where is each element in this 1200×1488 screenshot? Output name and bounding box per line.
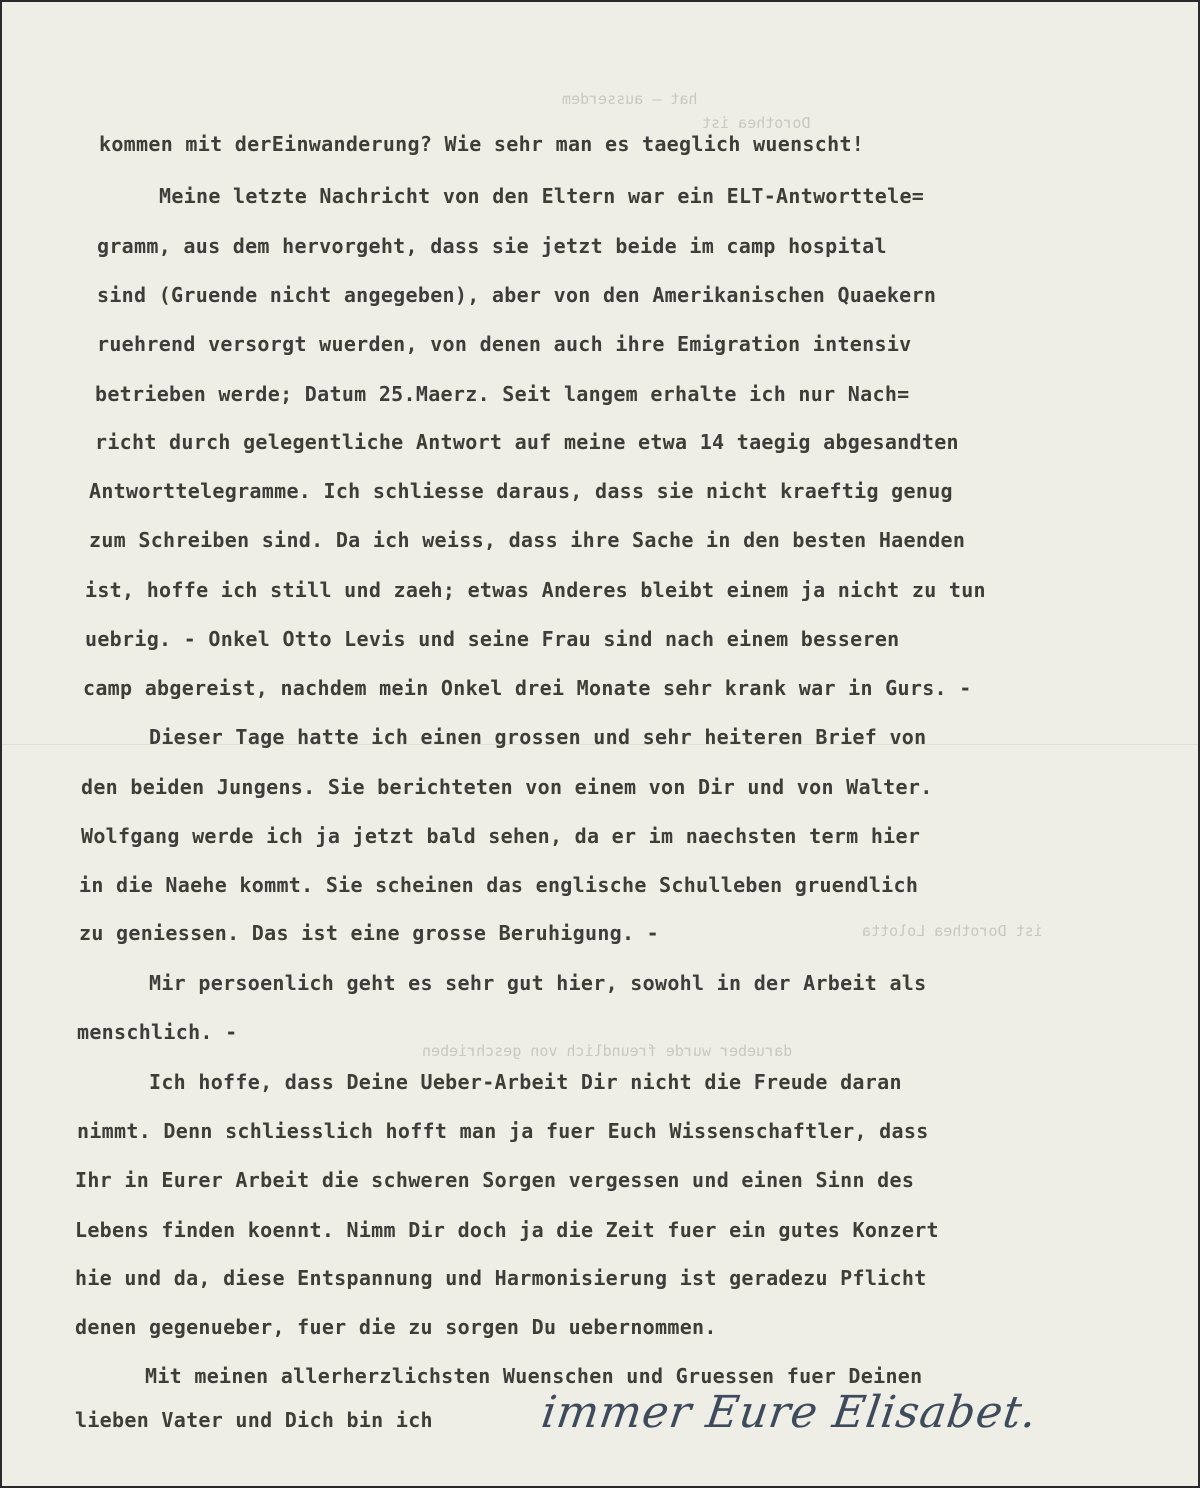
letter-line: menschlich. -	[77, 1020, 238, 1044]
letter-line: Lebens finden koennt. Nimm Dir doch ja die Zeit fuer ein gutes Konzert	[75, 1218, 939, 1242]
letter-line: ruehrend versorgt wuerden, von denen auch ihre Emigration intensiv	[97, 332, 912, 356]
letter-line: richt durch gelegentliche Antwort auf meine etwa 14 taegig abgesandten	[95, 430, 959, 454]
letter-line: betrieben werde; Datum 25.Maerz. Seit langem erhalte ich nur Nach=	[95, 382, 910, 406]
letter-line: gramm, aus dem hervorgeht, dass sie jetzt beide im camp hospital	[97, 234, 887, 258]
letter-line: denen gegenueber, fuer die zu sorgen Du uebernommen.	[75, 1315, 717, 1339]
letter-line: sind (Gruende nicht angegeben), aber von den Amerikanischen Quaekern	[97, 283, 937, 307]
letter-line: uebrig. - Onkel Otto Levis und seine Frau sind nach einem besseren	[85, 627, 900, 651]
letter-line: ist, hoffe ich still und zaeh; etwas Anderes bleibt einem ja nicht zu tun	[85, 578, 986, 602]
letter-line: Wolfgang werde ich ja jetzt bald sehen, da er im naechsten term hier	[81, 824, 921, 848]
letter-line: lieben Vater und Dich bin ich	[75, 1408, 433, 1432]
letter-line: nimmt. Denn schliesslich hofft man ja fuer Euch Wissenschaftler, dass	[77, 1119, 929, 1143]
letter-line: Antworttelegramme. Ich schliesse daraus, dass sie nicht kraeftig genug	[89, 479, 953, 503]
letter-line: zu geniessen. Das ist eine grosse Beruhigung. -	[79, 921, 660, 945]
letter-line: Ich hoffe, dass Deine Ueber-Arbeit Dir nicht die Freude daran	[149, 1070, 902, 1094]
letter-line: hie und da, diese Entspannung und Harmonisierung ist geradezu Pflicht	[75, 1266, 927, 1290]
letter-line: Mit meinen allerherzlichsten Wuenschen und Gruessen fuer Deinen	[145, 1364, 923, 1388]
letter-line: Meine letzte Nachricht von den Eltern war ein ELT-Antworttele=	[159, 184, 925, 208]
letter-line: Mir persoenlich geht es sehr gut hier, sowohl in der Arbeit als	[149, 971, 927, 995]
letter-line: den beiden Jungens. Sie berichteten von einem von Dir und von Walter.	[81, 775, 933, 799]
letter-line: camp abgereist, nachdem mein Onkel drei Monate sehr krank war in Gurs. -	[83, 676, 972, 700]
letter-line: zum Schreiben sind. Da ich weiss, dass ihre Sache in den besten Haenden	[89, 528, 966, 552]
letter-line: kommen mit derEinwanderung? Wie sehr man es taeglich wuenscht!	[99, 132, 865, 156]
show-through-text: Dorothea ist hat — ausserdem ist Dorothea Lolotta darueber wurde freundlich von geschrieben	[422, 90, 1043, 1060]
letter-line: Ihr in Eurer Arbeit die schweren Sorgen vergessen und einen Sinn des	[75, 1168, 915, 1192]
letter-line: in die Naehe kommt. Sie scheinen das englische Schulleben gruendlich	[79, 873, 919, 897]
handwritten-signature: immer Eure Elisabet.	[538, 1387, 1041, 1438]
letter-line: Dieser Tage hatte ich einen grossen und sehr heiteren Brief von	[149, 725, 927, 749]
